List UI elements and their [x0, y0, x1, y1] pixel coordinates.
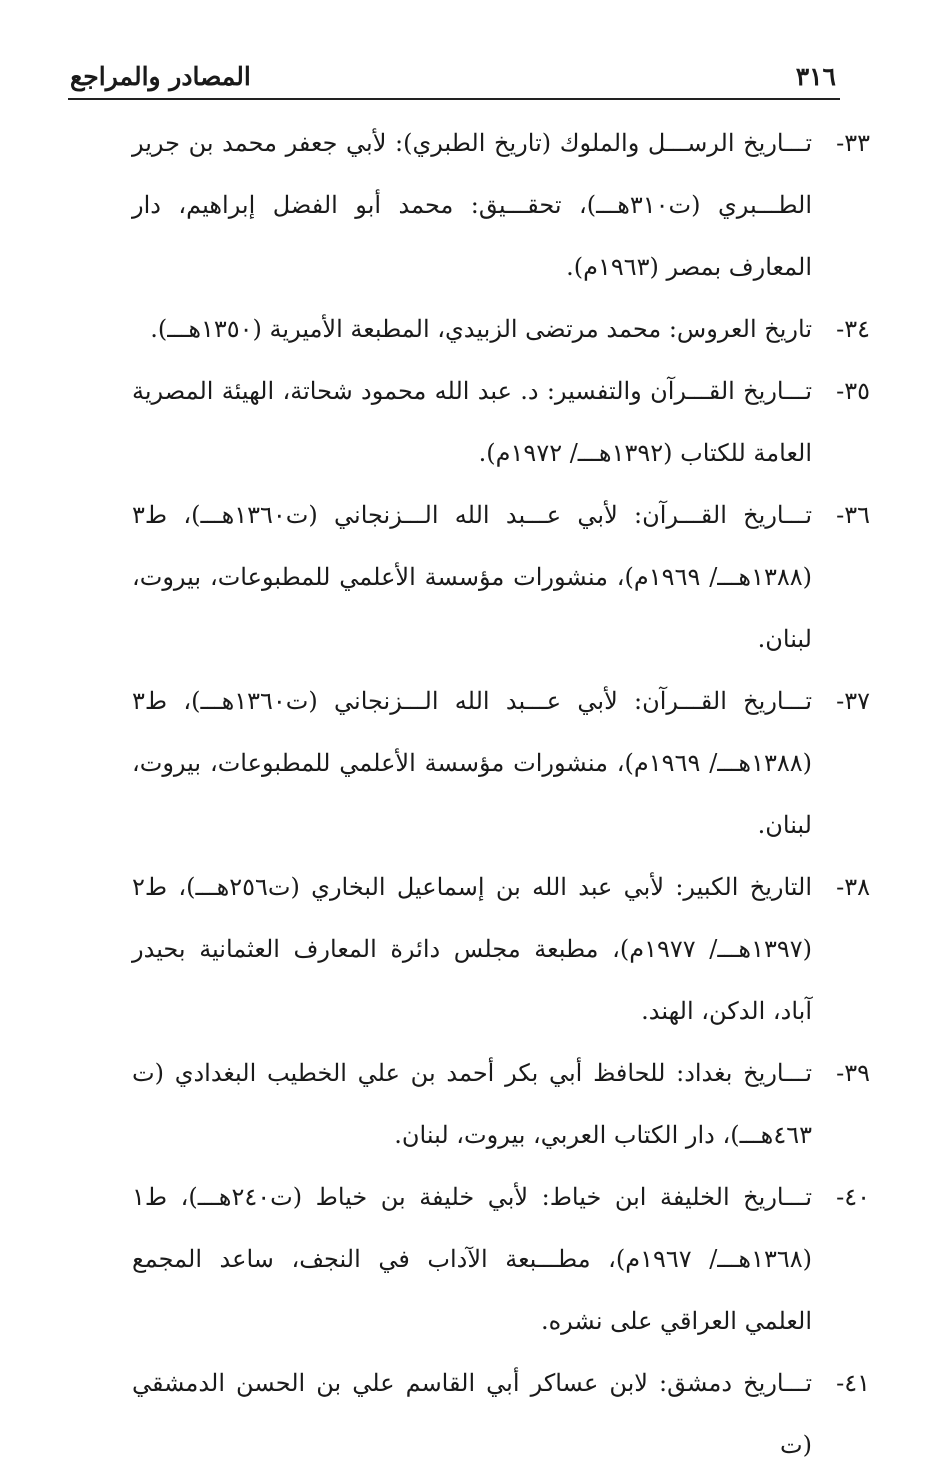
entry-text: تـــاريخ القـــرآن: لأبي عـــبد الله الـــزنجاني (ت١٣٦٠هـــ)، ط٣ (١٣٨٨هـــ/ ١٩٦٩م)، منشورات مؤسسة الأعلمي للمطبوعات، بيروت، لبنان.	[132, 687, 812, 839]
entry-number: ٣٧-	[836, 687, 870, 715]
entry-text: تاريخ العروس: محمد مرتضى الزبيدي، المطبعة الأميرية (١٣٥٠هـــ).	[150, 315, 812, 343]
running-header	[68, 60, 840, 100]
entry-number: ٣٥-	[836, 377, 870, 405]
bibliography-entry	[132, 484, 870, 670]
entry-text: تـــاريخ دمشق: لابن عساكر أبي القاسم علي بن الحسن الدمشقي (ت	[132, 1369, 812, 1459]
entry-number: ٣٩-	[836, 1059, 870, 1087]
bibliography-entry	[132, 670, 870, 856]
bibliography-entry	[132, 360, 870, 484]
entry-number: ٤٠-	[836, 1183, 870, 1211]
entry-text: تـــاريخ القـــرآن: لأبي عـــبد الله الـــزنجاني (ت١٣٦٠هـــ)، ط٣ (١٣٨٨هـــ/ ١٩٦٩م)، منشورات مؤسسة الأعلمي للمطبوعات، بيروت، لبنان.	[132, 501, 812, 653]
entry-text: التاريخ الكبير: لأبي عبد الله بن إسماعيل البخاري (ت٢٥٦هـــ)، ط٢ (١٣٩٧هـــ/ ١٩٧٧م)، مطبعة مجلس دائرة المعارف العثمانية بحيدر آباد، الدكن، الهند.	[132, 873, 813, 1025]
running-title: المصادر والمراجع	[70, 62, 251, 91]
page-number: ٣١٦	[795, 62, 836, 91]
bibliography-entry	[132, 856, 870, 1042]
bibliography-entry	[132, 112, 870, 298]
entry-number: ٣٣-	[836, 129, 870, 157]
entry-text: تـــاريخ الخليفة ابن خياط: لأبي خليفة بن خياط (ت٢٤٠هـــ)، ط١ (١٣٦٨هـــ/ ١٩٦٧م)، مطـــبعة الآداب في النجف، ساعد المجمع العلمي العراقي على نشره.	[132, 1183, 812, 1335]
entry-number: ٣٨-	[836, 873, 870, 901]
entry-number: ٤١-	[836, 1369, 870, 1397]
bibliography-entry	[132, 1166, 870, 1352]
entry-text: تـــاريخ بغداد: للحافظ أبي بكر أحمد بن علي الخطيب البغدادي (ت ٤٦٣هـــ)، دار الكتاب العربي، بيروت، لبنان.	[132, 1059, 813, 1149]
bibliography-entry	[132, 298, 870, 360]
entry-text: تـــاريخ الرســـل والملوك (تاريخ الطبري): لأبي جعفر محمد بن جرير الطـــبري (ت٣١٠هـــ)، تحقـــيق: محمد أبو الفضل إبراهيم، دار المعارف بمصر (١٩٦٣م).	[132, 129, 812, 281]
bibliography-entry	[132, 1352, 870, 1476]
bibliography-list	[132, 112, 870, 1476]
entry-text: تـــاريخ القـــرآن والتفسير: د. عبد الله محمود شحاتة، الهيئة المصرية العامة للكتاب (١٣٩٢هـــ/ ١٩٧٢م).	[132, 377, 812, 467]
bibliography-entry	[132, 1042, 870, 1166]
entry-number: ٣٦-	[836, 501, 870, 529]
entry-number: ٣٤-	[836, 315, 870, 343]
